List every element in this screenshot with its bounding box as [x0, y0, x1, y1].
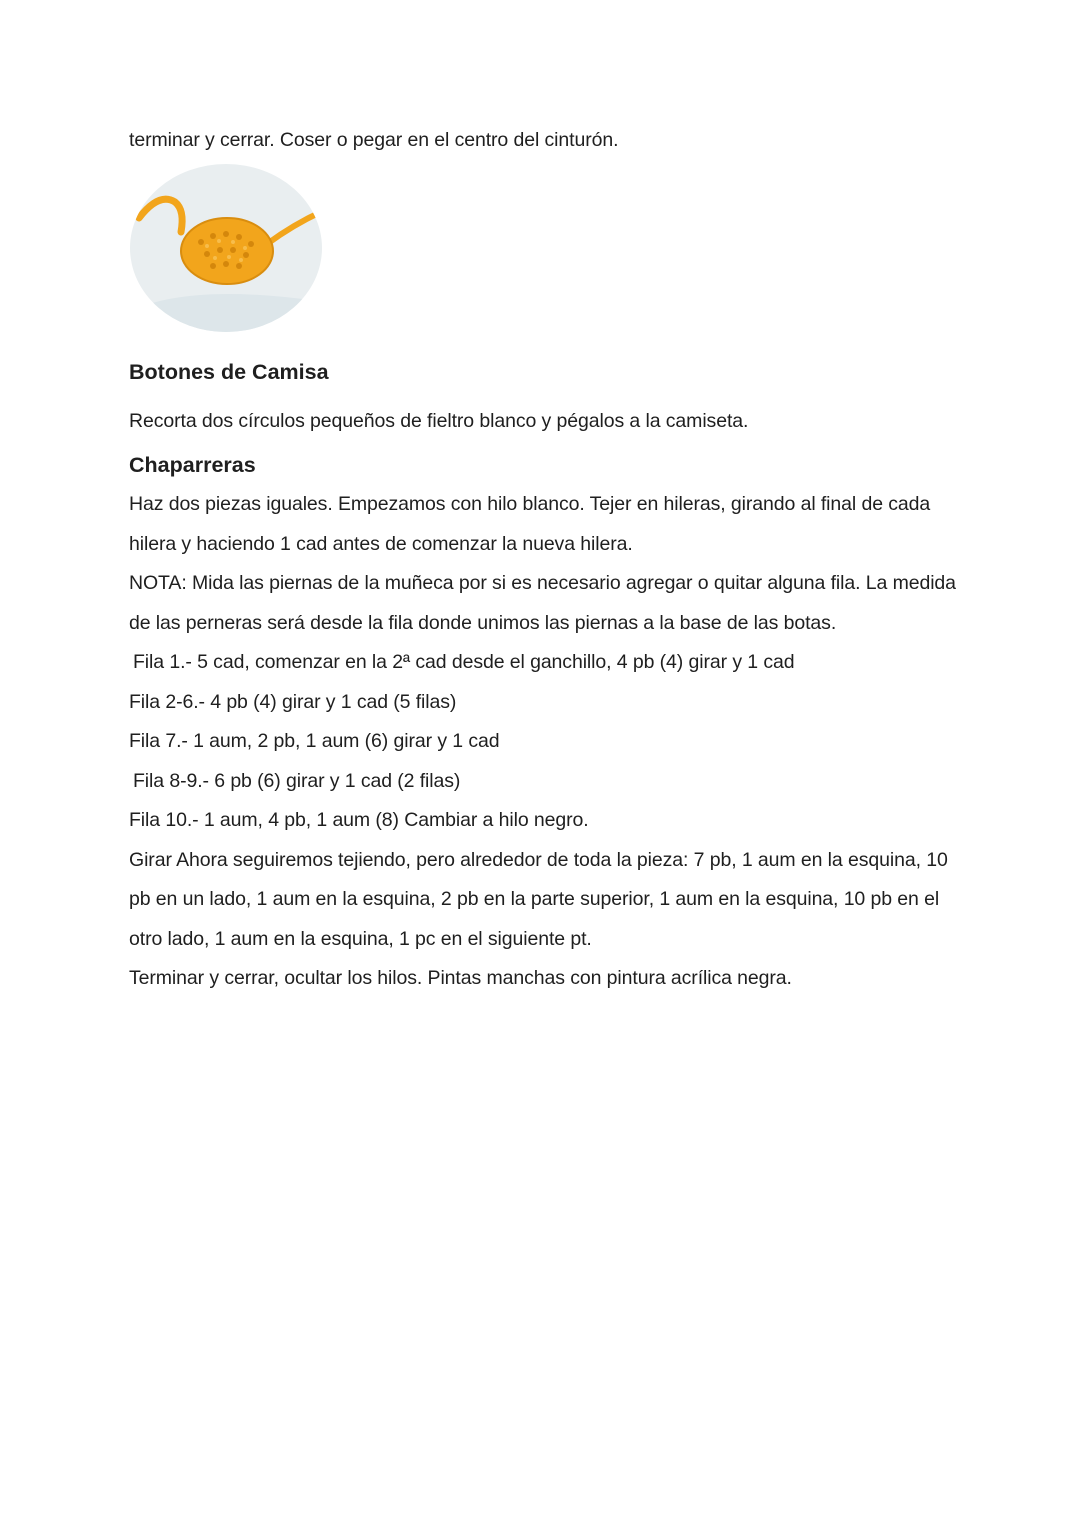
- text-line: NOTA: Mida las piernas de la muñeca por si es necesario agregar o quitar alguna fila. La medida: [129, 572, 956, 594]
- text-line: otro lado, 1 aum en la esquina, 1 pc en el siguiente pt.: [129, 927, 592, 950]
- row-instruction: Fila 7.- 1 aum, 2 pb, 1 aum (6) girar y 1 cad: [129, 730, 500, 752]
- document-page: [129, 122, 969, 999]
- row-instruction: Fila 8-9.- 6 pb (6) girar y 1 cad (2 filas): [133, 769, 461, 792]
- crochet-belt-buckle-photo: [129, 162, 325, 334]
- row-instruction: Fila 1.- 5 cad, comenzar en la 2ª cad desde el ganchillo, 4 pb (4) girar y 1 cad: [133, 651, 795, 673]
- text-line: de las perneras será desde la fila donde unimos las piernas a la base de las botas.: [129, 611, 837, 634]
- botones-paragraph: Recorta dos círculos pequeños de fieltro blanco y pégalos a la camiseta.: [129, 410, 749, 432]
- text-line: Haz dos piezas iguales. Empezamos con hilo blanco. Tejer en hileras, girando al final de cada: [129, 493, 931, 515]
- row-instruction: Fila 10.- 1 aum, 4 pb, 1 aum (8) Cambiar a hilo negro.: [129, 809, 589, 831]
- text-line: Terminar y cerrar, ocultar los hilos. Pintas manchas con pintura acrílica negra.: [129, 967, 792, 989]
- text-line: hilera y haciendo 1 cad antes de comenzar la nueva hilera.: [129, 532, 633, 555]
- chaparreras-body: [129, 485, 969, 999]
- crochet-buckle-icon: [129, 162, 325, 334]
- row-instruction: Fila 2-6.- 4 pb (4) girar y 1 cad (5 filas): [129, 690, 457, 713]
- section-heading-botones: Botones de Camisa: [129, 360, 329, 384]
- intro-paragraph: terminar y cerrar. Coser o pegar en el centro del cinturón.: [129, 129, 619, 151]
- section-heading-chaparreras: Chaparreras: [129, 453, 256, 477]
- text-line: pb en un lado, 1 aum en la esquina, 2 pb en la parte superior, 1 aum en la esquina, 10 pb en el: [129, 888, 940, 910]
- text-line: Girar Ahora seguiremos tejiendo, pero alrededor de toda la pieza: 7 pb, 1 aum en la esquina, 10: [129, 848, 948, 871]
